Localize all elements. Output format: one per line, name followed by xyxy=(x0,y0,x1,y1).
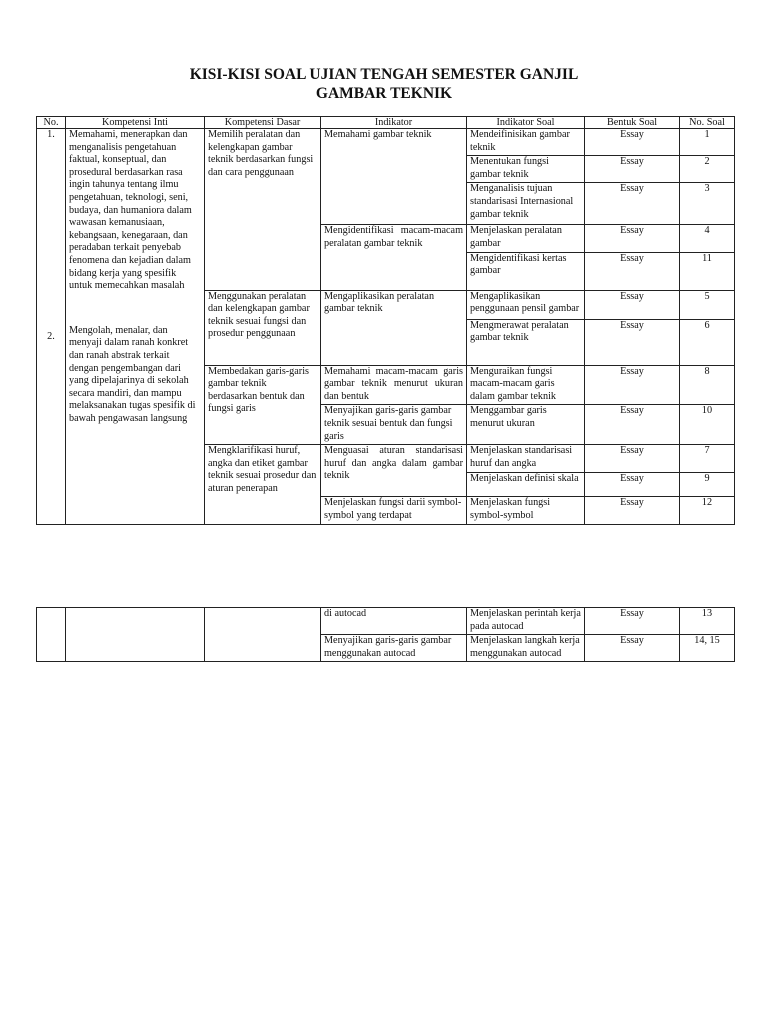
kompetensi-inti-2: Mengolah, menalar, dan menyaji dalam ranah konkret dan ranah abstrak terkait dengan pengembangan dari yang dipelajarinya di sekolah secara mandiri, dan mampu melaksanakan tugas spesifik di bawah pengawasan langsung xyxy=(69,324,196,424)
bentuk-soal-14: Essay xyxy=(585,635,680,662)
indikator-7-continued: di autocad xyxy=(321,608,467,635)
nomor-soal-10: 7 xyxy=(680,445,735,473)
no-cell-empty xyxy=(37,608,66,662)
no-2: 2. xyxy=(47,330,55,342)
indikator-soal-11: Menjelaskan definisi skala xyxy=(467,473,585,497)
no-1: 1. xyxy=(47,129,55,140)
indikator-4: Memahami macam-macam garis gambar teknik menurut ukuran dan bentuk xyxy=(321,365,467,405)
indikator-1: Memahami gambar teknik xyxy=(321,129,467,225)
kompetensi-dasar-1: Memilih peralatan dan kelengkapan gambar teknik berdasarkan fungsi dan cara penggunaan xyxy=(205,129,321,291)
indikator-soal-14: Menjelaskan langkah kerja menggunakan autocad xyxy=(467,635,585,662)
nomor-soal-12: 12 xyxy=(680,497,735,525)
indikator-soal-7: Mengmerawat peralatan gambar teknik xyxy=(467,319,585,365)
indikator-soal-3: Menganalisis tujuan standarisasi Internasional gambar teknik xyxy=(467,183,585,225)
nomor-soal-1: 1 xyxy=(680,129,735,156)
kompetensi-dasar-4: Mengklarifikasi huruf, angka dan etiket gambar teknik sesuai prosedur dan aturan penerapan xyxy=(205,445,321,525)
nomor-soal-2: 2 xyxy=(680,156,735,183)
kompetensi-inti-1: Memahami, menerapkan dan menganalisis pengetahuan faktual, konseptual, dan prosedural berdasarkan rasa ingin tahunya tentang ilmu pengetahuan, teknologi, seni, budaya, dan humaniora dalam wawasan kemanusiaan, kebangsaan, kenegaraan, dan peradaban terkait penyebab fenomena dan kejadian dalam bidang kerja yang spesifik untuk memecahkan masalah xyxy=(69,129,192,292)
indikator-soal-8: Menguraikan fungsi macam-macam garis dalam gambar teknik xyxy=(467,365,585,405)
bentuk-soal-1: Essay xyxy=(585,129,680,156)
nomor-soal-8: 8 xyxy=(680,365,735,405)
bentuk-soal-4: Essay xyxy=(585,225,680,252)
kisi-kisi-table-continued xyxy=(36,607,735,662)
indikator-soal-1: Mendeifinisikan gambar teknik xyxy=(467,129,585,156)
header-indikator-soal: Indikator Soal xyxy=(467,117,585,129)
indikator-soal-10: Menjelaskan standarisasi huruf dan angka xyxy=(467,445,585,473)
document-title: KISI-KISI SOAL UJIAN TENGAH SEMESTER GANJIL xyxy=(189,66,579,83)
bentuk-soal-3: Essay xyxy=(585,183,680,225)
header-kompetensi-inti: Kompetensi Inti xyxy=(66,117,205,129)
kompetensi-dasar-2: Menggunakan peralatan dan kelengkapan gambar teknik sesuai fungsi dan prosedur penggunaan xyxy=(205,290,321,365)
header-indikator: Indikator xyxy=(321,117,467,129)
indikator-8: Menyajikan garis-garis gambar menggunakan autocad xyxy=(321,635,467,662)
nomor-soal-4: 4 xyxy=(680,225,735,252)
kompetensi-dasar-3: Membedakan garis-garis gambar teknik berdasarkan bentuk dan fungsi garis xyxy=(205,365,321,445)
nomor-soal-6: 5 xyxy=(680,290,735,319)
bentuk-soal-13: Essay xyxy=(585,608,680,635)
indikator-soal-6: Mengaplikasikan penggunaan pensil gambar xyxy=(467,290,585,319)
indikator-soal-5: Mengidentifikasi kertas gambar xyxy=(467,252,585,290)
kompetensi-inti-cell-empty xyxy=(66,608,205,662)
nomor-soal-11: 9 xyxy=(680,473,735,497)
bentuk-soal-10: Essay xyxy=(585,445,680,473)
indikator-6: Menguasai aturan standarisasi huruf dan angka dalam gambar teknik xyxy=(321,445,467,497)
indikator-5: Menyajikan garis-garis gambar teknik sesuai bentuk dan fungsi garis xyxy=(321,405,467,445)
nomor-soal-13: 13 xyxy=(680,608,735,635)
no-cell xyxy=(37,129,66,525)
document-subtitle: GAMBAR TEKNIK xyxy=(315,85,453,102)
header-kompetensi-dasar: Kompetensi Dasar xyxy=(205,117,321,129)
bentuk-soal-6: Essay xyxy=(585,290,680,319)
indikator-soal-2: Menentukan fungsi gambar teknik xyxy=(467,156,585,183)
nomor-soal-7: 6 xyxy=(680,319,735,365)
kompetensi-dasar-cell-empty xyxy=(205,608,321,662)
header-no: No. xyxy=(37,117,66,129)
bentuk-soal-8: Essay xyxy=(585,365,680,405)
indikator-soal-12: Menjelaskan fungsi symbol-symbol xyxy=(467,497,585,525)
nomor-soal-9: 10 xyxy=(680,405,735,445)
nomor-soal-14: 14, 15 xyxy=(680,635,735,662)
bentuk-soal-2: Essay xyxy=(585,156,680,183)
indikator-soal-9: Menggambar garis menurut ukuran xyxy=(467,405,585,445)
table-header-row xyxy=(37,117,735,129)
nomor-soal-5: 11 xyxy=(680,252,735,290)
bentuk-soal-5: Essay xyxy=(585,252,680,290)
table-row xyxy=(37,129,735,156)
table-row xyxy=(37,608,735,635)
bentuk-soal-7: Essay xyxy=(585,319,680,365)
indikator-soal-4: Menjelaskan peralatan gambar xyxy=(467,225,585,252)
indikator-3: Mengaplikasikan peralatan gambar teknik xyxy=(321,290,467,365)
nomor-soal-3: 3 xyxy=(680,183,735,225)
kisi-kisi-table xyxy=(36,116,735,525)
bentuk-soal-9: Essay xyxy=(585,405,680,445)
header-no-soal: No. Soal xyxy=(680,117,735,129)
bentuk-soal-11: Essay xyxy=(585,473,680,497)
indikator-soal-13: Menjelaskan perintah kerja pada autocad xyxy=(467,608,585,635)
kompetensi-inti-cell xyxy=(66,129,205,525)
indikator-2: Mengidentifikasi macam-macam peralatan gambar teknik xyxy=(321,225,467,290)
header-bentuk-soal: Bentuk Soal xyxy=(585,117,680,129)
bentuk-soal-12: Essay xyxy=(585,497,680,525)
indikator-7: Menjelaskan fungsi darii symbol-symbol yang terdapat xyxy=(321,497,467,525)
